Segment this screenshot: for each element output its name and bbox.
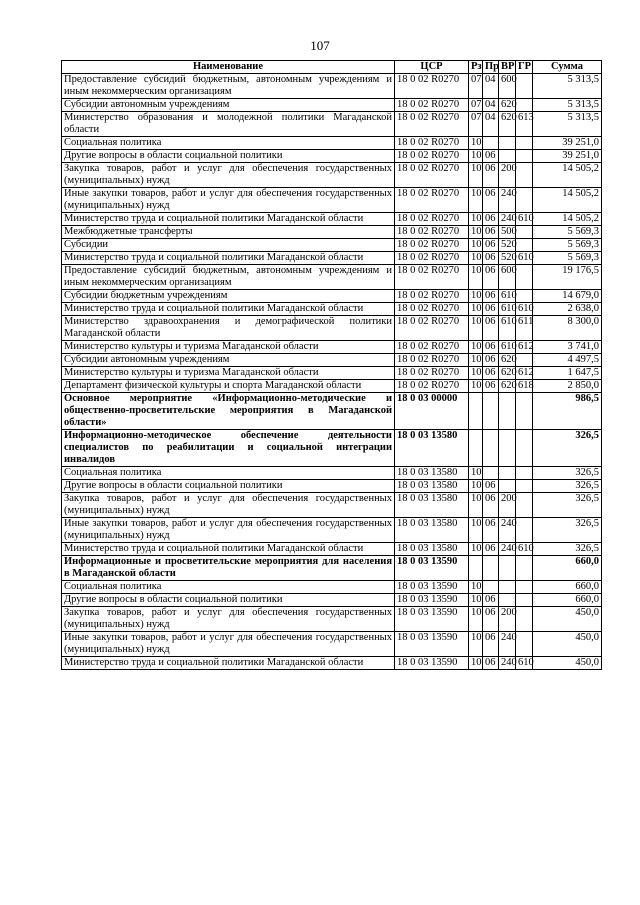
cell-gr: 610 xyxy=(516,303,533,316)
cell-vr: 610 xyxy=(499,290,516,303)
cell-pr xyxy=(483,430,499,467)
cell-name: Межбюджетные трансферты xyxy=(62,226,395,239)
cell-vr: 620 xyxy=(499,380,516,393)
cell-name: Социальная политика xyxy=(62,581,395,594)
cell-sum: 5 313,5 xyxy=(533,112,602,137)
header-csr: ЦСР xyxy=(395,61,469,74)
table-row xyxy=(62,303,602,316)
cell-pr: 06 xyxy=(483,657,499,670)
table-row xyxy=(62,265,602,290)
cell-gr xyxy=(516,632,533,657)
cell-csr: 18 0 03 13580 xyxy=(395,430,469,467)
cell-gr xyxy=(516,354,533,367)
cell-sum: 8 300,0 xyxy=(533,316,602,341)
cell-vr xyxy=(499,150,516,163)
cell-csr: 18 0 02 R0270 xyxy=(395,137,469,150)
cell-sum: 5 569,3 xyxy=(533,252,602,265)
cell-vr: 620 xyxy=(499,112,516,137)
table-row xyxy=(62,150,602,163)
cell-pr xyxy=(483,556,499,581)
cell-sum: 39 251,0 xyxy=(533,137,602,150)
cell-gr xyxy=(516,594,533,607)
cell-gr xyxy=(516,556,533,581)
cell-gr: 612 xyxy=(516,341,533,354)
header-rz: Рз xyxy=(469,61,483,74)
cell-csr: 18 0 02 R0270 xyxy=(395,239,469,252)
cell-name: Другие вопросы в области социальной политики xyxy=(62,480,395,493)
cell-csr: 18 0 03 13590 xyxy=(395,594,469,607)
header-sum: Сумма xyxy=(533,61,602,74)
cell-name: Министерство культуры и туризма Магаданской области xyxy=(62,367,395,380)
cell-pr: 06 xyxy=(483,354,499,367)
cell-name: Информационные и просветительские мероприятия для населения в Магаданской области xyxy=(62,556,395,581)
cell-rz: 10 xyxy=(469,480,483,493)
cell-pr: 06 xyxy=(483,213,499,226)
cell-rz: 10 xyxy=(469,367,483,380)
cell-name: Министерство труда и социальной политики Магаданской области xyxy=(62,657,395,670)
table-row xyxy=(62,543,602,556)
cell-csr: 18 0 03 13590 xyxy=(395,607,469,632)
table-row xyxy=(62,480,602,493)
cell-gr xyxy=(516,480,533,493)
cell-csr: 18 0 02 R0270 xyxy=(395,316,469,341)
cell-csr: 18 0 02 R0270 xyxy=(395,367,469,380)
cell-rz: 10 xyxy=(469,226,483,239)
cell-pr: 06 xyxy=(483,607,499,632)
table-row xyxy=(62,341,602,354)
cell-gr: 610 xyxy=(516,252,533,265)
cell-sum: 5 313,5 xyxy=(533,74,602,99)
cell-rz: 10 xyxy=(469,594,483,607)
cell-vr xyxy=(499,393,516,430)
table-row xyxy=(62,632,602,657)
cell-vr xyxy=(499,480,516,493)
cell-gr xyxy=(516,493,533,518)
cell-sum: 450,0 xyxy=(533,607,602,632)
cell-vr: 600 xyxy=(499,74,516,99)
cell-vr: 200 xyxy=(499,493,516,518)
table-row xyxy=(62,430,602,467)
cell-csr: 18 0 02 R0270 xyxy=(395,213,469,226)
cell-csr: 18 0 02 R0270 xyxy=(395,150,469,163)
cell-rz: 07 xyxy=(469,112,483,137)
table-row xyxy=(62,112,602,137)
cell-name: Министерство труда и социальной политики Магаданской области xyxy=(62,213,395,226)
cell-csr: 18 0 03 00000 xyxy=(395,393,469,430)
cell-sum: 14 505,2 xyxy=(533,163,602,188)
table-row xyxy=(62,74,602,99)
cell-name: Министерство труда и социальной политики Магаданской области xyxy=(62,543,395,556)
cell-sum: 986,5 xyxy=(533,393,602,430)
cell-vr: 240 xyxy=(499,213,516,226)
cell-csr: 18 0 02 R0270 xyxy=(395,354,469,367)
cell-pr: 06 xyxy=(483,341,499,354)
cell-sum: 5 569,3 xyxy=(533,239,602,252)
cell-rz: 10 xyxy=(469,354,483,367)
cell-pr: 06 xyxy=(483,380,499,393)
cell-pr: 06 xyxy=(483,150,499,163)
cell-csr: 18 0 02 R0270 xyxy=(395,380,469,393)
cell-pr: 06 xyxy=(483,188,499,213)
cell-csr: 18 0 02 R0270 xyxy=(395,265,469,290)
cell-vr: 240 xyxy=(499,543,516,556)
cell-csr: 18 0 03 13590 xyxy=(395,581,469,594)
cell-rz xyxy=(469,556,483,581)
header-vr: ВР xyxy=(499,61,516,74)
cell-gr: 611 xyxy=(516,316,533,341)
cell-rz: 10 xyxy=(469,265,483,290)
cell-rz: 10 xyxy=(469,467,483,480)
cell-gr: 610 xyxy=(516,543,533,556)
cell-rz: 10 xyxy=(469,581,483,594)
cell-pr: 06 xyxy=(483,316,499,341)
table-row xyxy=(62,493,602,518)
cell-gr xyxy=(516,137,533,150)
cell-csr: 18 0 03 13590 xyxy=(395,556,469,581)
cell-gr: 618 xyxy=(516,380,533,393)
table-row xyxy=(62,354,602,367)
cell-csr: 18 0 02 R0270 xyxy=(395,188,469,213)
cell-gr xyxy=(516,265,533,290)
cell-pr: 04 xyxy=(483,74,499,99)
cell-rz: 10 xyxy=(469,607,483,632)
cell-pr: 06 xyxy=(483,226,499,239)
cell-rz: 10 xyxy=(469,493,483,518)
cell-rz: 10 xyxy=(469,290,483,303)
cell-name: Министерство образования и молодежной политики Магаданской области xyxy=(62,112,395,137)
cell-pr: 04 xyxy=(483,112,499,137)
header-pr: Пр xyxy=(483,61,499,74)
cell-vr xyxy=(499,556,516,581)
cell-pr: 06 xyxy=(483,518,499,543)
cell-vr: 610 xyxy=(499,303,516,316)
cell-gr xyxy=(516,607,533,632)
table-row xyxy=(62,316,602,341)
cell-csr: 18 0 02 R0270 xyxy=(395,112,469,137)
cell-name: Субсидии автономным учреждениям xyxy=(62,99,395,112)
cell-rz: 10 xyxy=(469,543,483,556)
table-row xyxy=(62,213,602,226)
cell-sum: 2 850,0 xyxy=(533,380,602,393)
cell-name: Основное мероприятие «Информационно-методические и общественно-просветительские мероприятия в Магаданской области» xyxy=(62,393,395,430)
cell-vr: 610 xyxy=(499,316,516,341)
cell-pr xyxy=(483,581,499,594)
table-row xyxy=(62,163,602,188)
cell-csr: 18 0 02 R0270 xyxy=(395,341,469,354)
cell-sum: 19 176,5 xyxy=(533,265,602,290)
cell-name: Иные закупки товаров, работ и услуг для обеспечения государственных (муниципальных) нужд xyxy=(62,518,395,543)
header-gr: ГР xyxy=(516,61,533,74)
cell-vr: 600 xyxy=(499,265,516,290)
cell-sum: 3 741,0 xyxy=(533,341,602,354)
cell-vr xyxy=(499,430,516,467)
cell-name: Предоставление субсидий бюджетным, автономным учреждениям и иным некоммерческим организациям xyxy=(62,74,395,99)
cell-name: Субсидии xyxy=(62,239,395,252)
cell-pr: 06 xyxy=(483,367,499,380)
cell-pr xyxy=(483,467,499,480)
cell-gr xyxy=(516,163,533,188)
cell-name: Социальная политика xyxy=(62,467,395,480)
cell-pr: 06 xyxy=(483,594,499,607)
cell-pr xyxy=(483,137,499,150)
cell-rz: 10 xyxy=(469,150,483,163)
cell-vr: 610 xyxy=(499,341,516,354)
cell-vr xyxy=(499,137,516,150)
cell-sum: 5 569,3 xyxy=(533,226,602,239)
cell-pr: 06 xyxy=(483,290,499,303)
cell-gr: 612 xyxy=(516,367,533,380)
cell-rz: 10 xyxy=(469,518,483,543)
cell-pr: 06 xyxy=(483,543,499,556)
header-name: Наименование xyxy=(62,61,395,74)
cell-name: Иные закупки товаров, работ и услуг для обеспечения государственных (муниципальных) нужд xyxy=(62,188,395,213)
table-row xyxy=(62,518,602,543)
cell-pr: 06 xyxy=(483,303,499,316)
cell-rz xyxy=(469,393,483,430)
cell-gr xyxy=(516,430,533,467)
table-row xyxy=(62,188,602,213)
cell-vr: 240 xyxy=(499,632,516,657)
cell-gr xyxy=(516,290,533,303)
cell-name: Информационно-методическое обеспечение деятельности специалистов по реабилитации и социальной интеграции инвалидов xyxy=(62,430,395,467)
cell-pr: 06 xyxy=(483,632,499,657)
cell-sum: 1 647,5 xyxy=(533,367,602,380)
cell-sum: 14 505,2 xyxy=(533,188,602,213)
cell-name: Департамент физической культуры и спорта Магаданской области xyxy=(62,380,395,393)
cell-sum: 660,0 xyxy=(533,556,602,581)
cell-sum: 14 505,2 xyxy=(533,213,602,226)
cell-csr: 18 0 03 13580 xyxy=(395,493,469,518)
cell-csr: 18 0 03 13580 xyxy=(395,467,469,480)
cell-sum: 326,5 xyxy=(533,430,602,467)
cell-gr xyxy=(516,226,533,239)
table-row xyxy=(62,226,602,239)
cell-gr xyxy=(516,393,533,430)
cell-vr: 240 xyxy=(499,518,516,543)
cell-rz: 10 xyxy=(469,163,483,188)
cell-rz: 07 xyxy=(469,99,483,112)
cell-pr: 04 xyxy=(483,99,499,112)
table-row xyxy=(62,657,602,670)
cell-vr: 520 xyxy=(499,239,516,252)
table-row xyxy=(62,290,602,303)
cell-csr: 18 0 03 13580 xyxy=(395,518,469,543)
cell-gr xyxy=(516,188,533,213)
table-header-row xyxy=(62,61,602,74)
cell-csr: 18 0 02 R0270 xyxy=(395,303,469,316)
cell-pr: 06 xyxy=(483,480,499,493)
cell-rz: 10 xyxy=(469,188,483,213)
cell-gr xyxy=(516,467,533,480)
cell-name: Министерство труда и социальной политики Магаданской области xyxy=(62,252,395,265)
cell-rz: 07 xyxy=(469,74,483,99)
table-row xyxy=(62,252,602,265)
cell-rz: 10 xyxy=(469,632,483,657)
cell-gr xyxy=(516,581,533,594)
cell-sum: 2 638,0 xyxy=(533,303,602,316)
cell-csr: 18 0 03 13580 xyxy=(395,480,469,493)
table-row xyxy=(62,581,602,594)
cell-csr: 18 0 03 13580 xyxy=(395,543,469,556)
cell-vr: 500 xyxy=(499,226,516,239)
cell-name: Другие вопросы в области социальной политики xyxy=(62,150,395,163)
cell-rz: 10 xyxy=(469,252,483,265)
table-row xyxy=(62,393,602,430)
cell-pr: 06 xyxy=(483,252,499,265)
table-row xyxy=(62,380,602,393)
cell-gr xyxy=(516,99,533,112)
cell-sum: 660,0 xyxy=(533,581,602,594)
cell-vr: 240 xyxy=(499,188,516,213)
cell-vr: 200 xyxy=(499,163,516,188)
cell-gr xyxy=(516,150,533,163)
table-row xyxy=(62,607,602,632)
cell-pr: 06 xyxy=(483,265,499,290)
cell-name: Закупка товаров, работ и услуг для обеспечения государственных (муниципальных) нужд xyxy=(62,493,395,518)
cell-gr xyxy=(516,518,533,543)
cell-sum: 14 679,0 xyxy=(533,290,602,303)
cell-sum: 326,5 xyxy=(533,467,602,480)
cell-rz: 10 xyxy=(469,213,483,226)
cell-gr: 610 xyxy=(516,657,533,670)
cell-csr: 18 0 02 R0270 xyxy=(395,290,469,303)
cell-rz xyxy=(469,430,483,467)
cell-sum: 326,5 xyxy=(533,480,602,493)
cell-name: Министерство здравоохранения и демографической политики Магаданской области xyxy=(62,316,395,341)
cell-gr xyxy=(516,74,533,99)
cell-sum: 326,5 xyxy=(533,518,602,543)
cell-name: Министерство культуры и туризма Магаданской области xyxy=(62,341,395,354)
table-row xyxy=(62,467,602,480)
cell-sum: 326,5 xyxy=(533,543,602,556)
cell-rz: 10 xyxy=(469,239,483,252)
cell-name: Другие вопросы в области социальной политики xyxy=(62,594,395,607)
cell-csr: 18 0 03 13590 xyxy=(395,632,469,657)
cell-vr: 620 xyxy=(499,367,516,380)
cell-csr: 18 0 03 13590 xyxy=(395,657,469,670)
cell-csr: 18 0 02 R0270 xyxy=(395,74,469,99)
cell-vr: 620 xyxy=(499,354,516,367)
table-row xyxy=(62,556,602,581)
cell-sum: 326,5 xyxy=(533,493,602,518)
cell-pr: 06 xyxy=(483,493,499,518)
cell-rz: 10 xyxy=(469,657,483,670)
cell-csr: 18 0 02 R0270 xyxy=(395,252,469,265)
table-body xyxy=(62,74,602,670)
cell-vr xyxy=(499,467,516,480)
page-number: 107 xyxy=(310,38,330,53)
table-row xyxy=(62,594,602,607)
cell-name: Предоставление субсидий бюджетным, автономным учреждениям и иным некоммерческим организациям xyxy=(62,265,395,290)
cell-name: Министерство труда и социальной политики Магаданской области xyxy=(62,303,395,316)
cell-name: Субсидии автономным учреждениям xyxy=(62,354,395,367)
cell-csr: 18 0 02 R0270 xyxy=(395,99,469,112)
cell-vr xyxy=(499,594,516,607)
cell-sum: 660,0 xyxy=(533,594,602,607)
cell-vr: 200 xyxy=(499,607,516,632)
cell-rz: 10 xyxy=(469,137,483,150)
cell-vr: 620 xyxy=(499,99,516,112)
cell-rz: 10 xyxy=(469,303,483,316)
cell-gr: 610 xyxy=(516,213,533,226)
cell-sum: 39 251,0 xyxy=(533,150,602,163)
cell-csr: 18 0 02 R0270 xyxy=(395,163,469,188)
cell-vr: 520 xyxy=(499,252,516,265)
cell-sum: 5 313,5 xyxy=(533,99,602,112)
cell-gr xyxy=(516,239,533,252)
cell-pr: 06 xyxy=(483,163,499,188)
cell-name: Иные закупки товаров, работ и услуг для обеспечения государственных (муниципальных) нужд xyxy=(62,632,395,657)
cell-rz: 10 xyxy=(469,316,483,341)
table-row xyxy=(62,367,602,380)
cell-pr xyxy=(483,393,499,430)
cell-sum: 450,0 xyxy=(533,632,602,657)
cell-name: Субсидии бюджетным учреждениям xyxy=(62,290,395,303)
table-row xyxy=(62,239,602,252)
cell-pr: 06 xyxy=(483,239,499,252)
cell-rz: 10 xyxy=(469,341,483,354)
cell-name: Закупка товаров, работ и услуг для обеспечения государственных (муниципальных) нужд xyxy=(62,607,395,632)
cell-vr xyxy=(499,581,516,594)
table-row xyxy=(62,99,602,112)
cell-vr: 240 xyxy=(499,657,516,670)
cell-sum: 4 497,5 xyxy=(533,354,602,367)
table-row xyxy=(62,137,602,150)
cell-name: Социальная политика xyxy=(62,137,395,150)
budget-table xyxy=(61,60,602,670)
cell-csr: 18 0 02 R0270 xyxy=(395,226,469,239)
cell-gr: 613 xyxy=(516,112,533,137)
cell-sum: 450,0 xyxy=(533,657,602,670)
cell-rz: 10 xyxy=(469,380,483,393)
cell-name: Закупка товаров, работ и услуг для обеспечения государственных (муниципальных) нужд xyxy=(62,163,395,188)
